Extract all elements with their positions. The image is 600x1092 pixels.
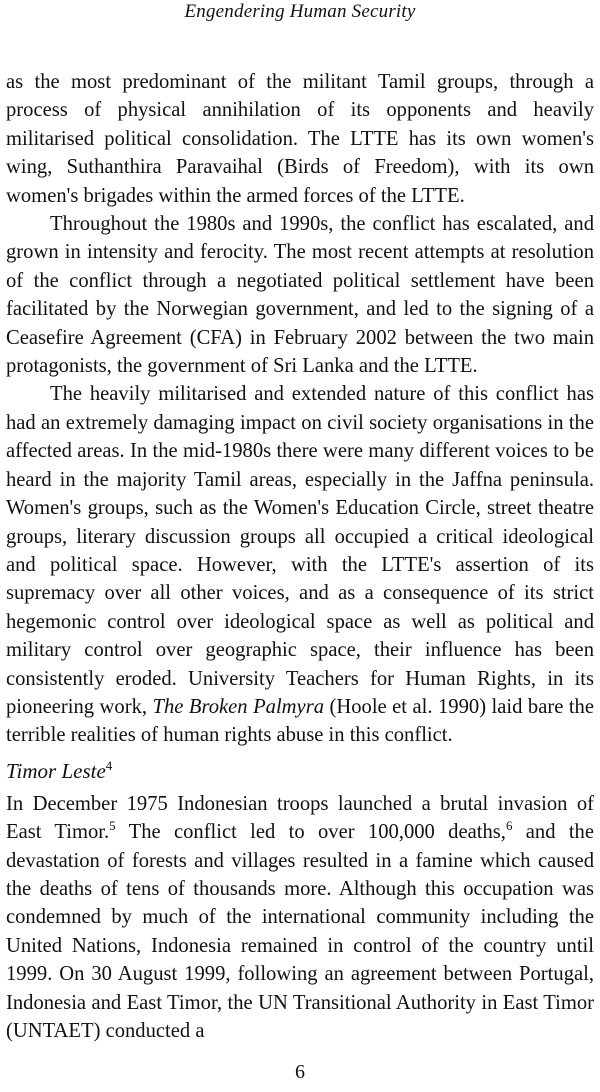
paragraph-ltte-women: as the most predominant of the militant Tamil groups, through a process of physical annihilation of its opponents and heavily militarised political consolidation. The LTTE has its own women's wing, Suthanthira Paravaihal (Birds of Freedom), with its own women's brigades within the armed forces of the LTTE. xyxy=(6,71,594,207)
paragraph-civil-society-citation: (Hoole et al. 1990) laid bare the terrible realities of human rights abuse in this conflict. xyxy=(6,695,594,747)
section-heading-text: Timor Leste xyxy=(6,758,106,783)
paragraph-civil-society-text: The heavily militarised and extended nature of this conflict has had an extremely damaging impact on civil society organisations in the affected areas. In the mid-1980s there were many different voices to be heard in the majority Tamil areas, especially in the Jaffna peninsula. Women's groups, such as the Women's Education Circle, street theatre groups, literary discussion groups all occupied a critical ideological and political space. However, with the LTTE's assertion of its supremacy over all other voices, and as a consequence of its strict hegemonic control over ideological space as well as political and military control over geographic space, their influence has been consistently eroded. University Teachers for Human Rights, in its pioneering work, xyxy=(6,383,594,718)
footnote-marker-4: 4 xyxy=(105,757,113,773)
paragraph-timor-invasion xyxy=(6,790,594,1046)
footnote-marker-6: 6 xyxy=(505,818,513,834)
paragraph-timor-text-1: In December 1975 Indonesian troops launched a brutal invasion of East Timor. xyxy=(6,792,594,844)
paragraph-timor-text-3: and the devastation of forests and villages resulted in a famine which caused the deaths of tens of thousands more. Although this occupation was condemned by much of the international community including the United Nations, Indonesia remained in control of the country until 1999. On 30 August 1999, following an agreement between Portugal, Indonesia and East Timor, the UN Transitional Authority in East Timor (UNTAET) conducted a xyxy=(6,821,594,1042)
paragraph-conflict-escalation: Throughout the 1980s and 1990s, the conflict has escalated, and grown in intensity and ferocity. The most recent attempts at resolution of the conflict through a negotiated political settlement have been facilitated by the Norwegian government, and led to the signing of a Ceasefire Agreement (CFA) in February 2002 between the two main protagonists, the government of Sri Lanka and the LTTE. xyxy=(6,213,594,378)
body-text xyxy=(6,68,594,1045)
paragraph-civil-society xyxy=(6,380,594,749)
running-head: Engendering Human Security xyxy=(184,1,416,22)
book-title-broken-palmyra: The Broken Palmyra xyxy=(152,695,325,718)
section-heading-timor-leste xyxy=(6,756,594,786)
paragraph-timor-text-2: The conflict led to over 100,000 deaths, xyxy=(115,821,506,844)
page-number: 6 xyxy=(295,1061,305,1083)
footnote-marker-5: 5 xyxy=(109,818,116,834)
